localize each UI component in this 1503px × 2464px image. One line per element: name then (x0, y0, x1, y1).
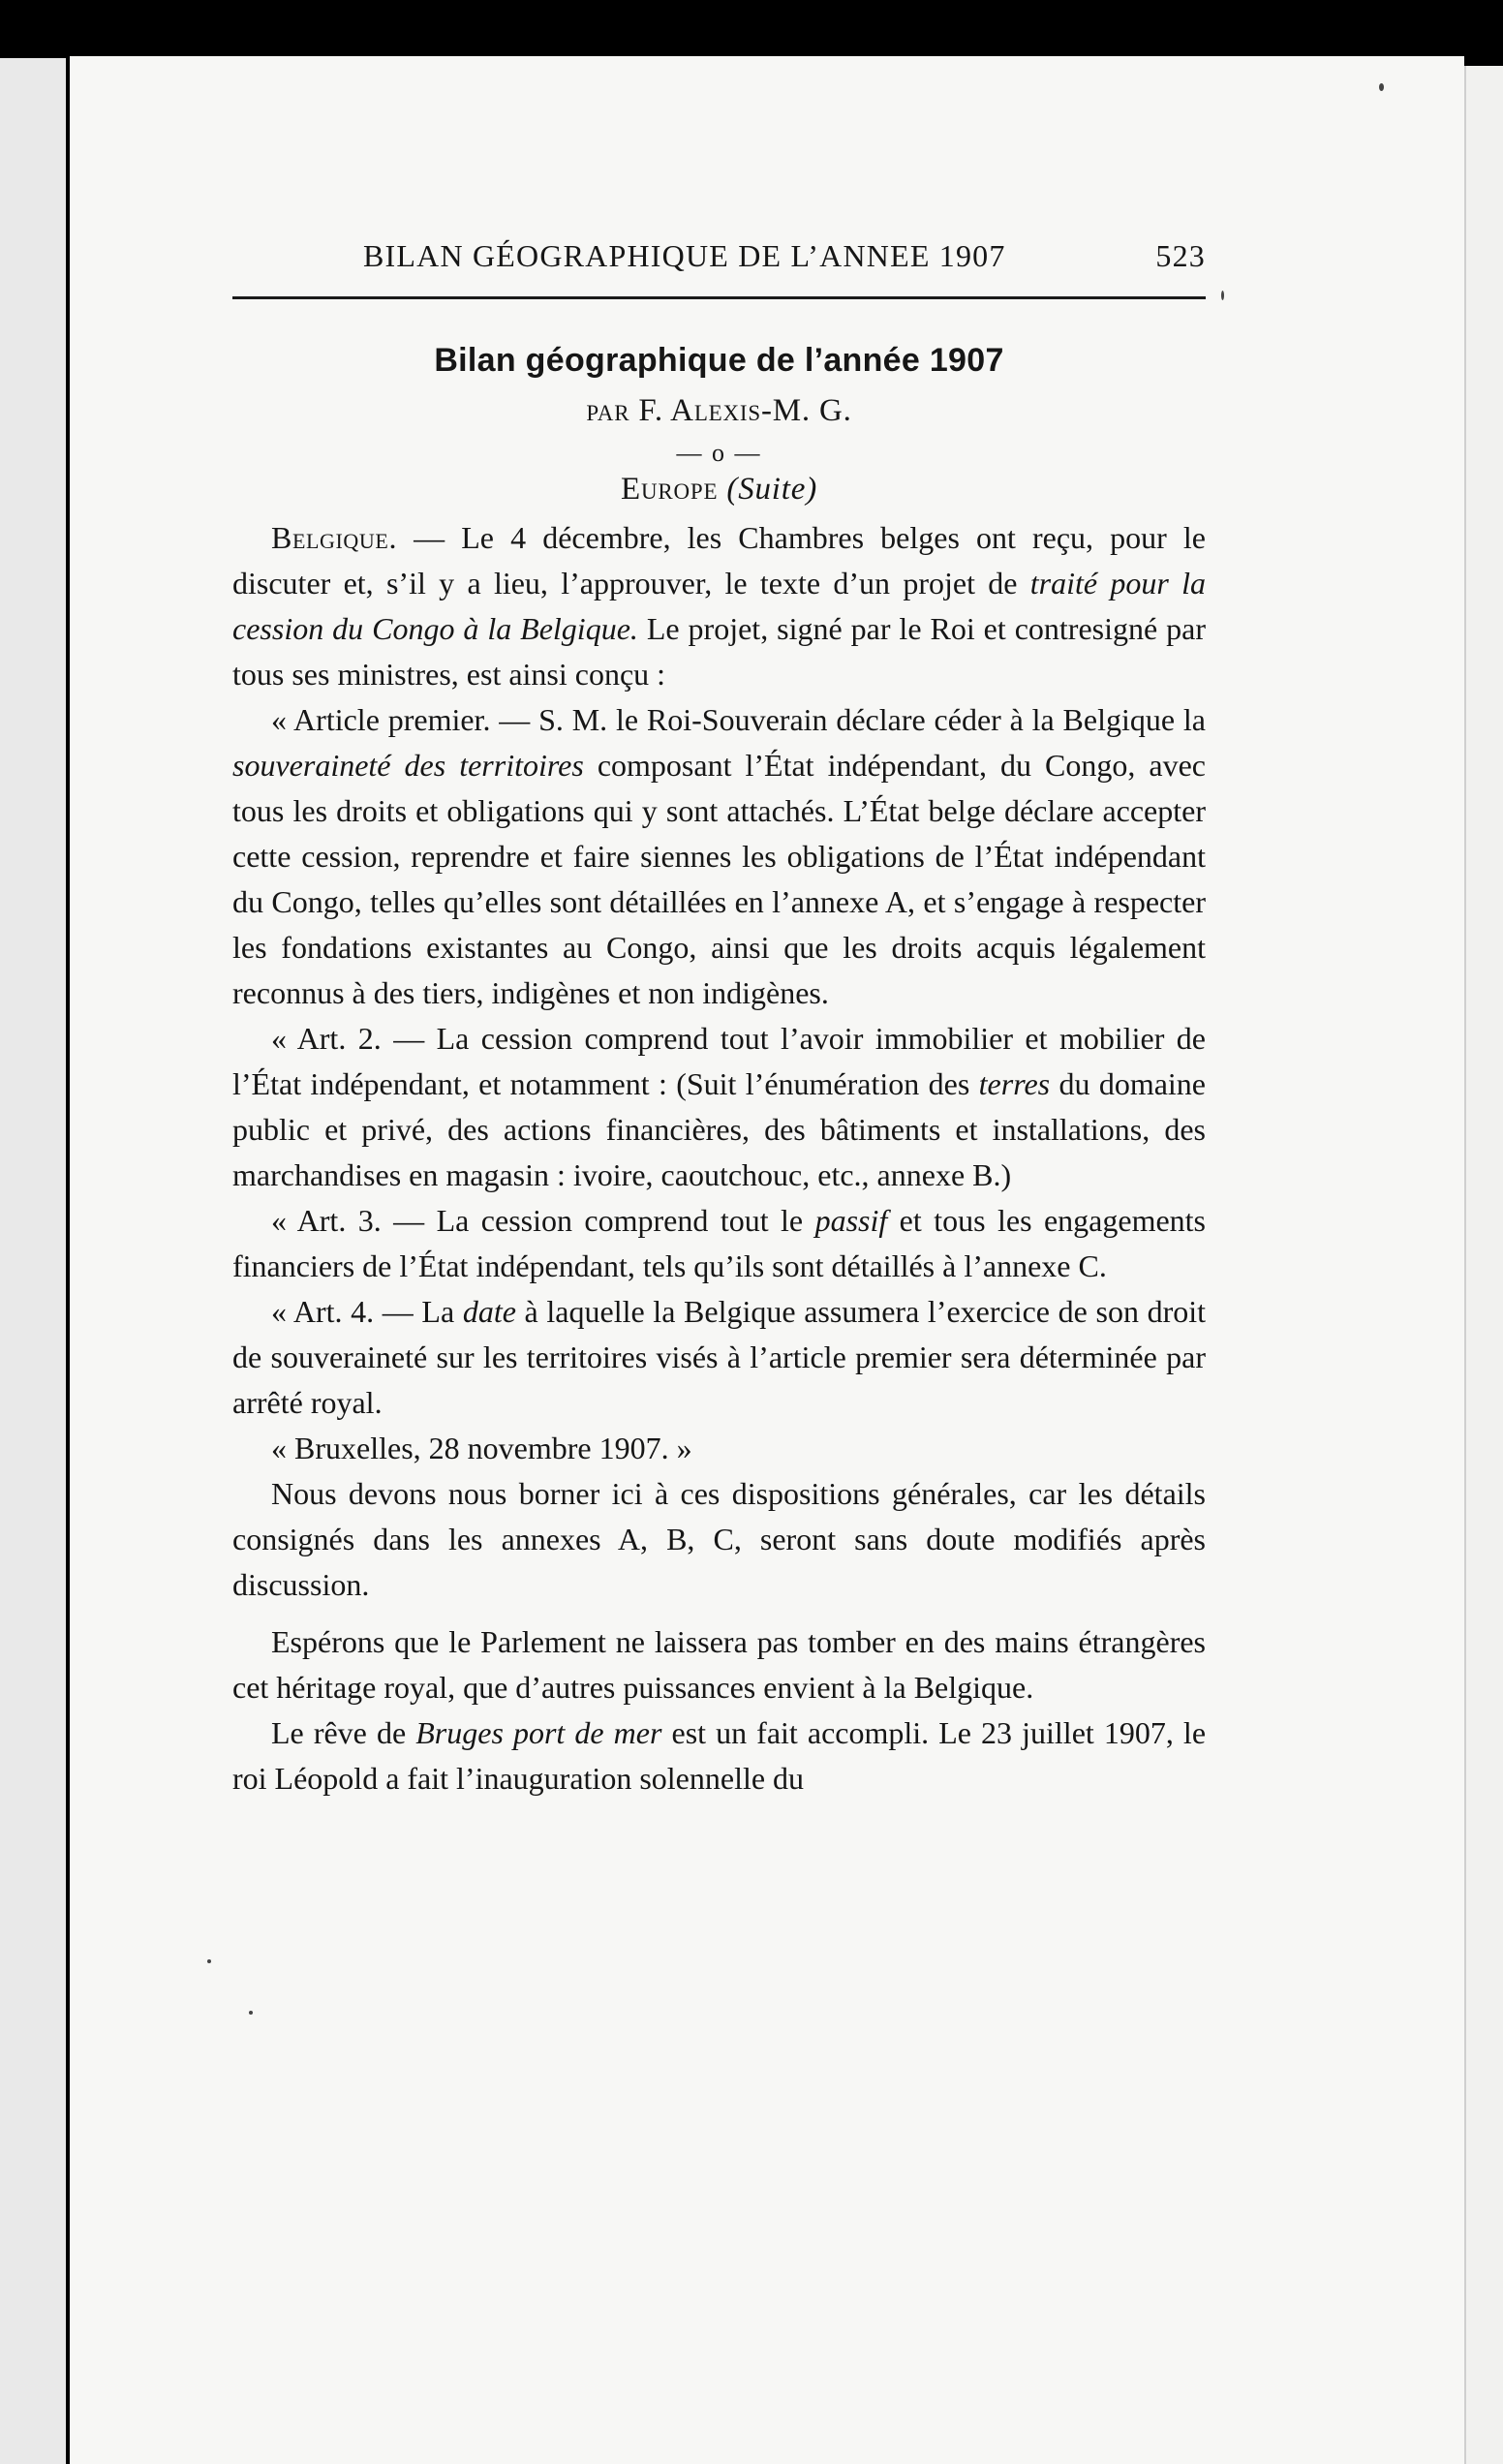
section-ornament: — o — (676, 439, 762, 467)
paragraph-text: du domaine public et privé, des actions financières, des bâtiments et installations, des marchandises en magasin : ivoire, caoutchouc, etc., annexe B.) (232, 1066, 1207, 1192)
paragraph-belgique (232, 515, 1206, 697)
paragraph-text: Le rêve de (271, 1715, 416, 1750)
paragraph-italic: passif (814, 1203, 888, 1238)
paragraph-italic: traité pour la cession du Congo à la Belgique. (232, 566, 1207, 646)
paragraph-italic: Bruges port de mer (415, 1715, 662, 1750)
paragraph-text: est un fait accompli. Le 23 juillet 1907, le roi Léopold a fait l’inauguration solennelle du (232, 1715, 1207, 1796)
paragraph-italic: souveraineté des territoires (232, 748, 584, 783)
paragraph-text: composant l’État indépendant, du Congo, avec tous les droits et obligations qui y sont attachés. L’État belge déclare accepter cette cession, reprendre et faire siennes les obligations de l’État indépendant du Congo, telles qu’elles sont détaillées en l’annexe A, et s’engage à respecter les fondations existantes au Congo, ainsi que les droits acquis légalement reconnus à des tiers, indigènes et non indigènes. (232, 748, 1206, 1010)
paragraph-comment: Nous devons nous borner ici à ces dispositions générales, car les détails consignés dans les annexes A, B, C, seront sans doute modifiés après discussion. (232, 1476, 1206, 1602)
paragraph-text: — Le 4 décembre, les Chambres belges ont reçu, pour le discuter et, s’il y a lieu, l’approuver, le texte d’un projet de (232, 520, 1206, 601)
paragraph-italic: terres (978, 1066, 1051, 1101)
paragraph-text: « Art. 2. — La cession comprend tout l’avoir immobilier et mobilier de l’État indépendant, et notamment : (Suit l’énumération des (232, 1021, 1206, 1101)
paragraph-article-4 (232, 1289, 1206, 1426)
running-head-title: BILAN GÉOGRAPHIQUE DE L’ANNEE 1907 (363, 238, 1006, 273)
scan-speck (1379, 83, 1384, 91)
page-text (232, 232, 1206, 1802)
paragraph-article-2 (232, 1016, 1206, 1198)
article-byline: par F. Alexis-M. G. (586, 393, 852, 428)
article-title: Bilan géographique de l’année 1907 (434, 342, 1004, 379)
next-page-edge (1464, 66, 1503, 2464)
paragraph-text: « Art. 3. — La cession comprend tout le (271, 1203, 815, 1238)
paragraph-article-3 (232, 1198, 1206, 1289)
paragraph-article-1 (232, 697, 1206, 1016)
page-number: 523 (1155, 238, 1206, 273)
paragraph-bruges (232, 1710, 1206, 1802)
paragraph-hope: Espérons que le Parlement ne laissera pas tomber en des mains étrangères cet héritage royal, que d’autres puissances envient à la Belgique. (232, 1624, 1206, 1705)
previous-page-edge (0, 58, 66, 2464)
paragraph-text: et tous les engagements financiers de l’État indépendant, tels qu’ils sont détaillés à l’annexe C. (232, 1203, 1207, 1283)
paragraph-text: à laquelle la Belgique assumera l’exercice de son droit de souveraineté sur les territoires visés à l’article premier sera déterminée par arrêté royal. (232, 1294, 1207, 1420)
section-heading (232, 472, 1206, 508)
scan-speck (249, 2011, 253, 2015)
paragraph-text: « Article premier. — S. M. le Roi-Souverain déclare céder à la Belgique la (271, 702, 1206, 737)
header-rule (232, 296, 1206, 299)
section-suffix: (Suite) (726, 472, 817, 507)
scan-speck (1221, 291, 1224, 300)
section-name: Europe (621, 472, 719, 507)
paragraph-date-line: « Bruxelles, 28 novembre 1907. » (271, 1431, 692, 1465)
scan-speck (207, 1959, 211, 1963)
running-head (232, 232, 1206, 291)
paragraph-italic: date (462, 1294, 516, 1329)
paragraph-lead: Belgique. (271, 520, 398, 555)
paragraph-text: Le projet, signé par le Roi et contresigné par tous ses ministres, est ainsi conçu : (232, 611, 1207, 692)
paragraph-text: « Art. 4. — La (271, 1294, 463, 1329)
